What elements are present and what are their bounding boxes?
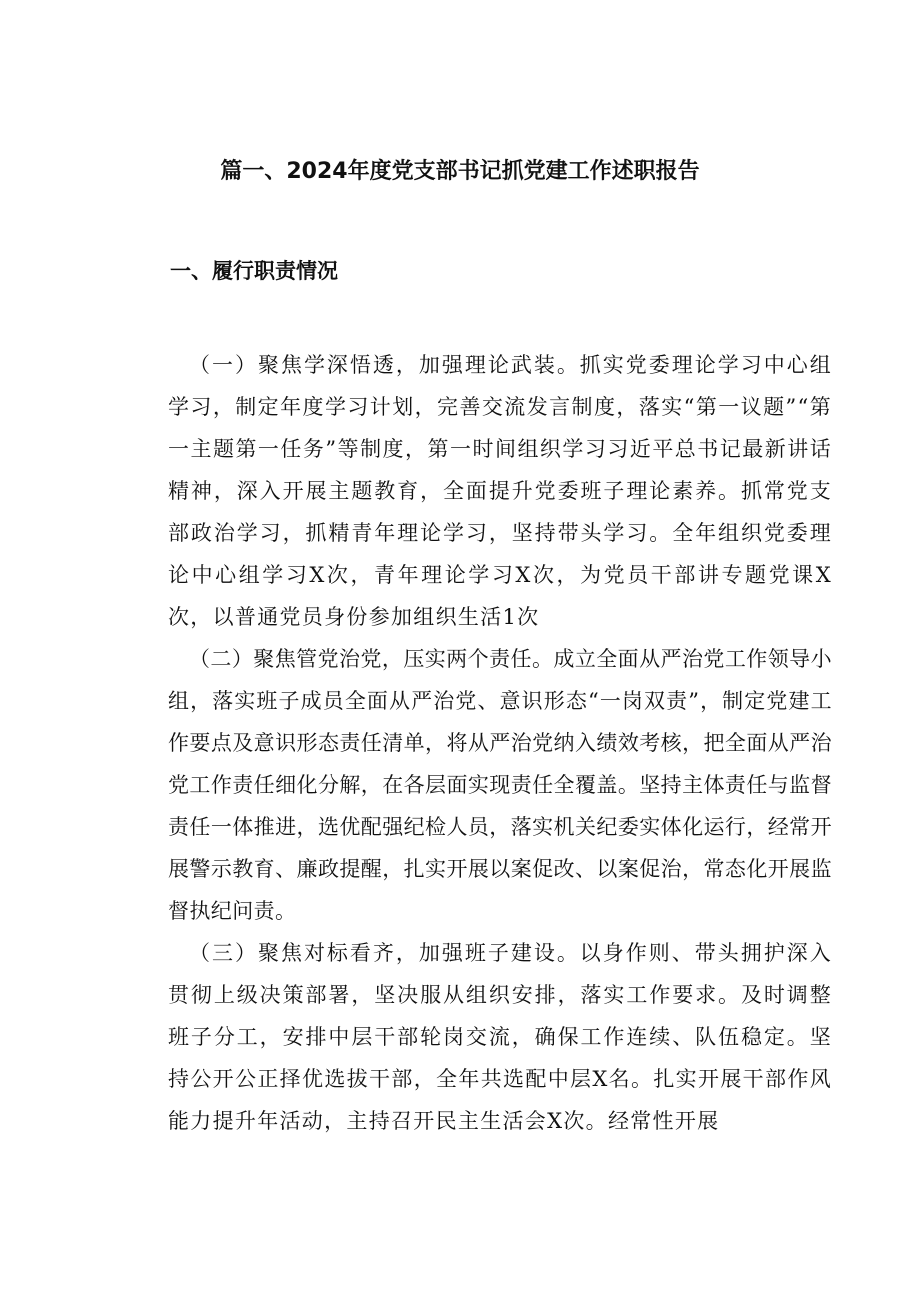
- paragraph-3: （三）聚焦对标看齐，加强班子建设。以身作则、带头拥护深入贯彻上级决策部署，坚决服从组织安排，落实工作要求。及时调整班子分工，安排中层干部轮岗交流，确保工作连续、队伍稳定。坚持公开公正择优选拔干部，全年共选配中层X名。扎实开展干部作风能力提升年活动，主持召开民主生活会X次。经常性开展: [168, 941, 832, 1133]
- paragraph-2: （二）聚焦管党治党，压实两个责任。成立全面从严治党工作领导小组，落实班子成员全面从严治党、意识形态“一岗双责”，制定党建工作要点及意识形态责任清单，将从严治党纳入绩效考核，把全面从严治党工作责任细化分解，在各层面实现责任全覆盖。坚持主体责任与监督责任一体推进，选优配强纪检人员，落实机关纪委实体化运行，经常开展警示教育、廉政提醒，扎实开展以案促改、以案促治，常态化开展监督执纪问责。: [168, 647, 832, 923]
- body-text: [168, 344, 832, 1142]
- paragraph-1: （一）聚焦学深悟透，加强理论武装。抓实党委理论学习中心组学习，制定年度学习计划，完善交流发言制度，落实“第一议题”“第一主题第一任务”等制度，第一时间组织学习习近平总书记最新讲话精神，深入开展主题教育，全面提升党委班子理论素养。抓常党支部政治学习，抓精青年理论学习，坚持带头学习。全年组织党委理论中心组学习X次，青年理论学习X次，为党员干部讲专题党课X次，以普通党员身份参加组织生活1次: [168, 353, 832, 629]
- document-title: 篇一、2024年度党支部书记抓党建工作述职报告: [220, 159, 700, 184]
- section-heading: 一、履行职责情况: [170, 259, 338, 283]
